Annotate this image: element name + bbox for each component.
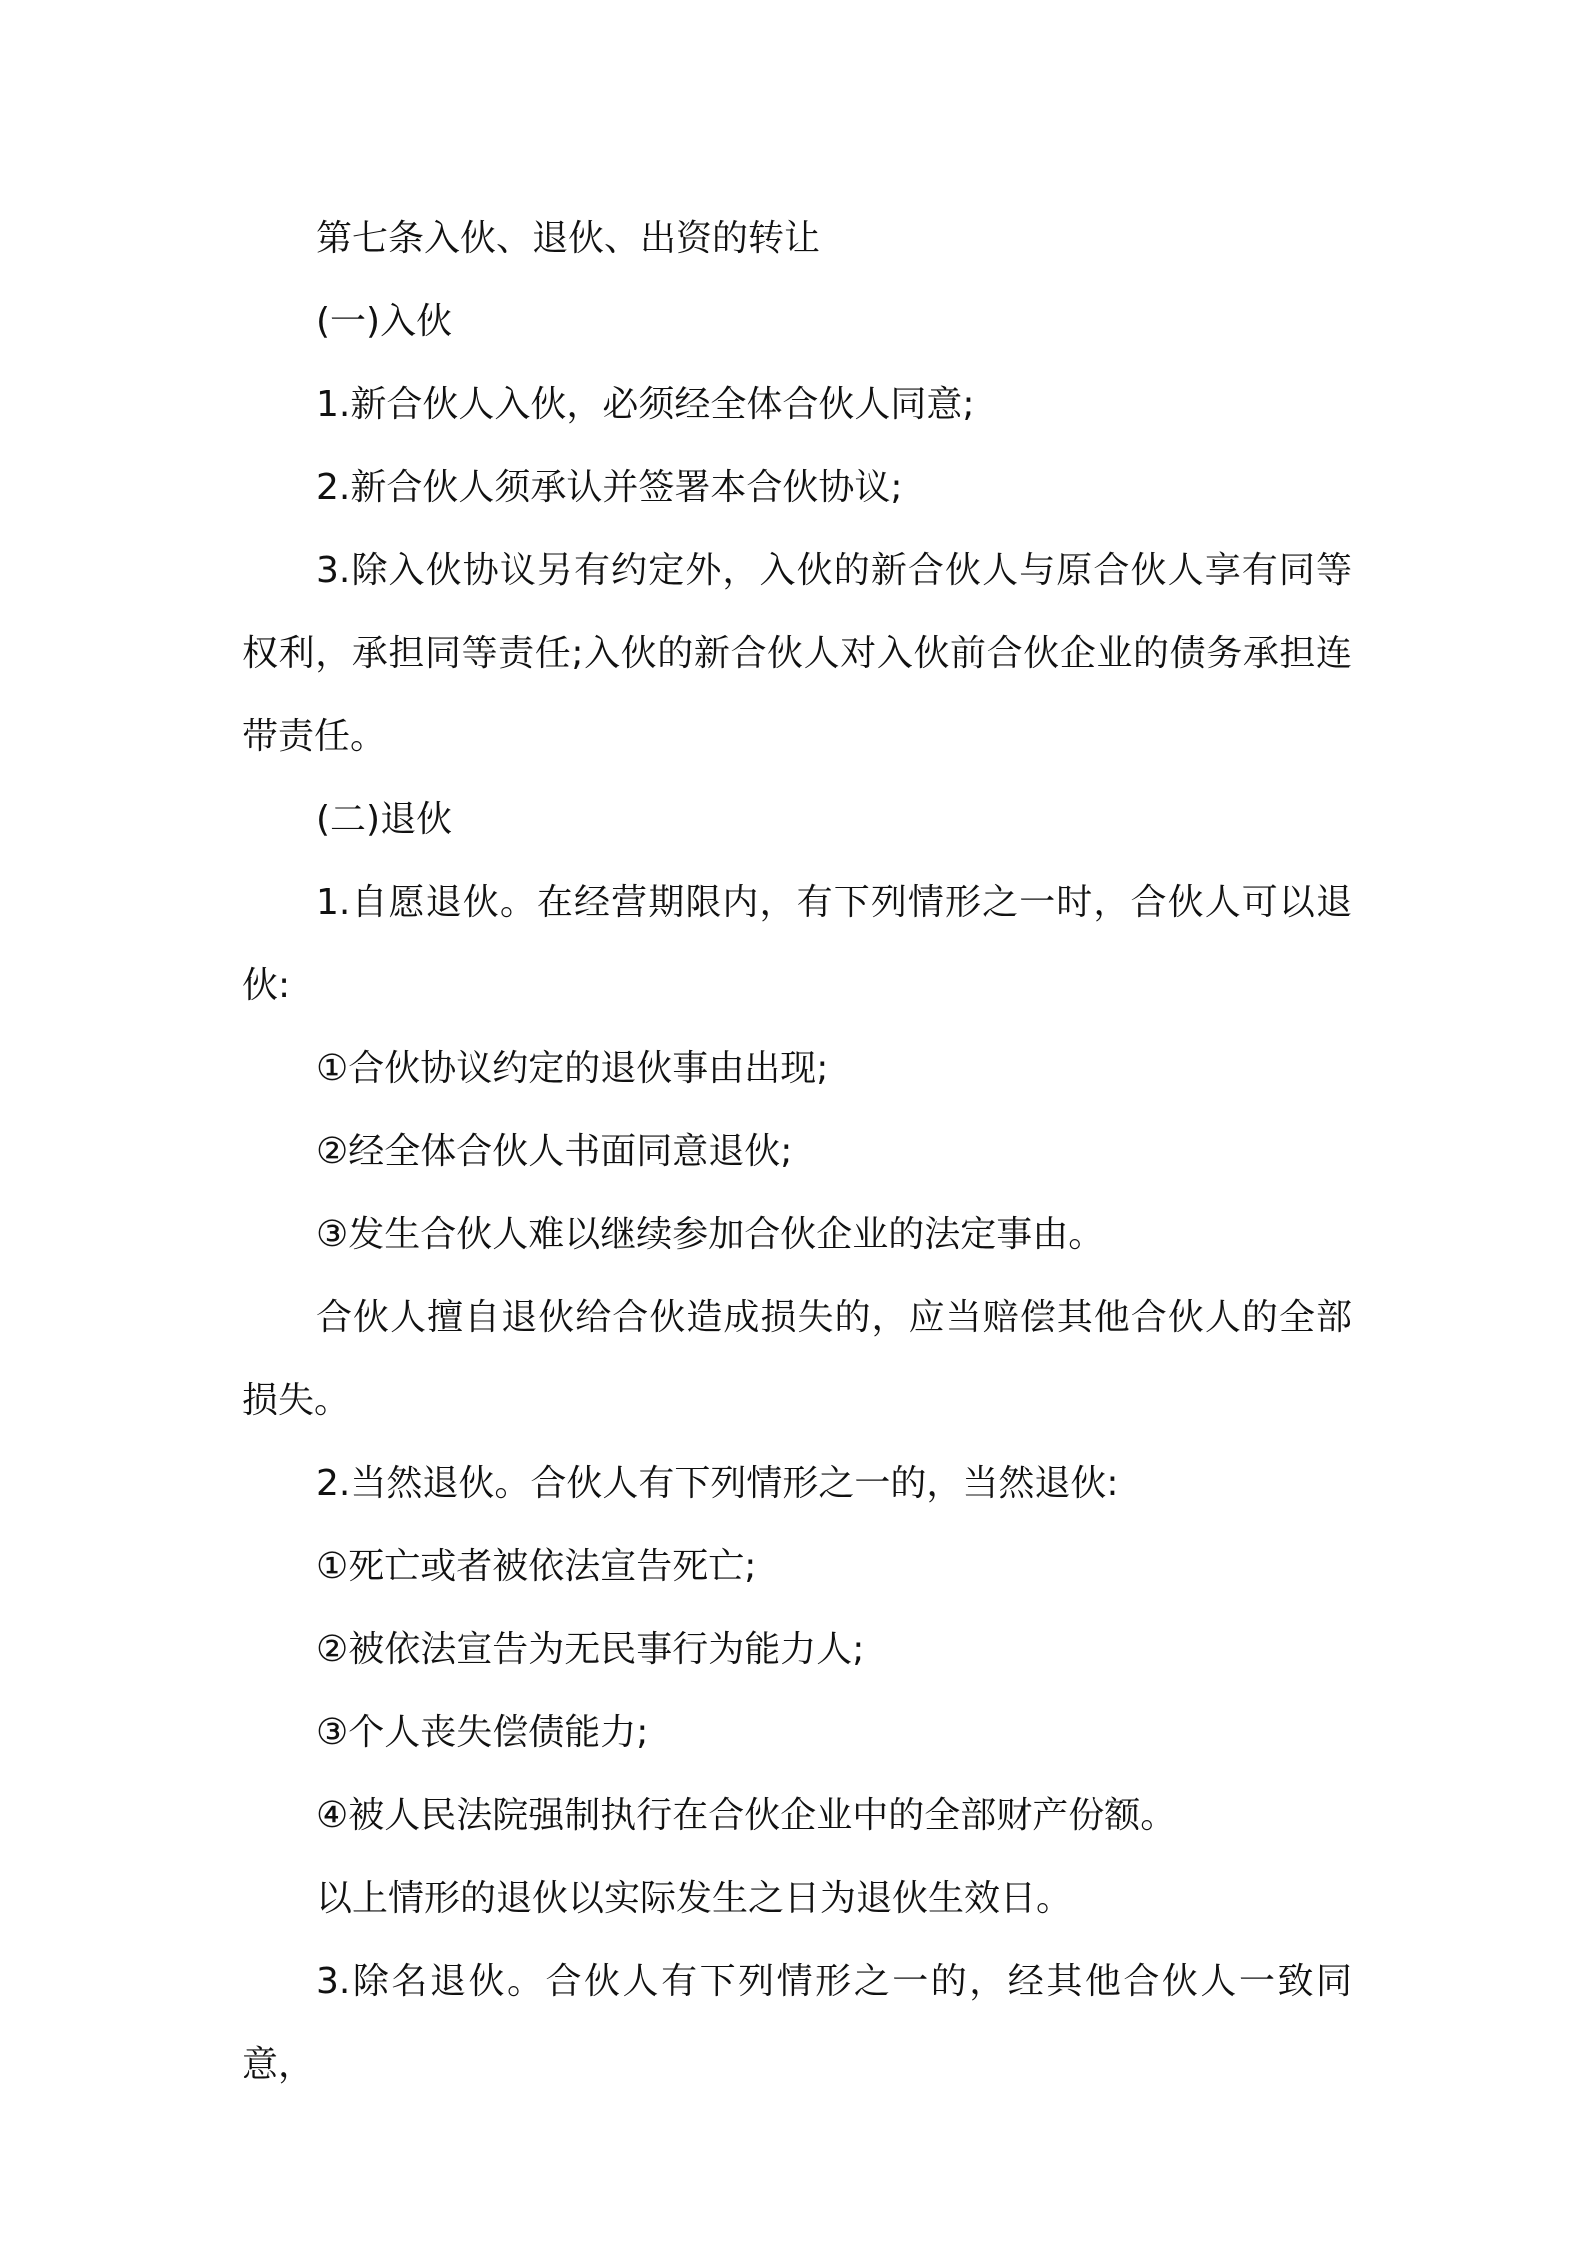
article-heading: 第七条入伙、退伙、出资的转让 xyxy=(316,218,821,259)
paragraph: 3.除入伙协议另有约定外，入伙的新合伙人与原合伙人享有同等权利，承担同等责任;入伙的新合伙人对入伙前合伙企业的债务承担连带责任。 xyxy=(242,550,1352,757)
list-item: ④被人民法院强制执行在合伙企业中的全部财产份额。 xyxy=(316,1795,1177,1836)
paragraph: 合伙人擅自退伙给合伙造成损失的，应当赔偿其他合伙人的全部损失。 xyxy=(242,1297,1352,1421)
paragraph: 1.新合伙人入伙，必须经全体合伙人同意; xyxy=(316,384,975,425)
list-item: ①死亡或者被依法宣告死亡; xyxy=(316,1546,757,1587)
paragraph: 以上情形的退伙以实际发生之日为退伙生效日。 xyxy=(316,1878,1073,1919)
paragraph: 3.除名退伙。合伙人有下列情形之一的，经其他合伙人一致同意， xyxy=(242,1961,1352,2085)
list-item: ②经全体合伙人书面同意退伙; xyxy=(316,1131,793,1172)
section-heading-withdrawal: (二)退伙 xyxy=(316,799,453,840)
paragraph: 2.新合伙人须承认并签署本合伙协议; xyxy=(316,467,903,508)
document-body xyxy=(242,197,1352,2106)
paragraph: 1.自愿退伙。在经营期限内，有下列情形之一时，合伙人可以退伙: xyxy=(242,882,1352,1006)
list-item: ③发生合伙人难以继续参加合伙企业的法定事由。 xyxy=(316,1214,1105,1255)
list-item: ①合伙协议约定的退伙事由出现; xyxy=(316,1048,829,1089)
list-item: ②被依法宣告为无民事行为能力人; xyxy=(316,1629,865,1670)
paragraph: 2.当然退伙。合伙人有下列情形之一的，当然退伙: xyxy=(316,1463,1119,1504)
list-item: ③个人丧失偿债能力; xyxy=(316,1712,649,1753)
section-heading-admission: (一)入伙 xyxy=(316,301,453,342)
